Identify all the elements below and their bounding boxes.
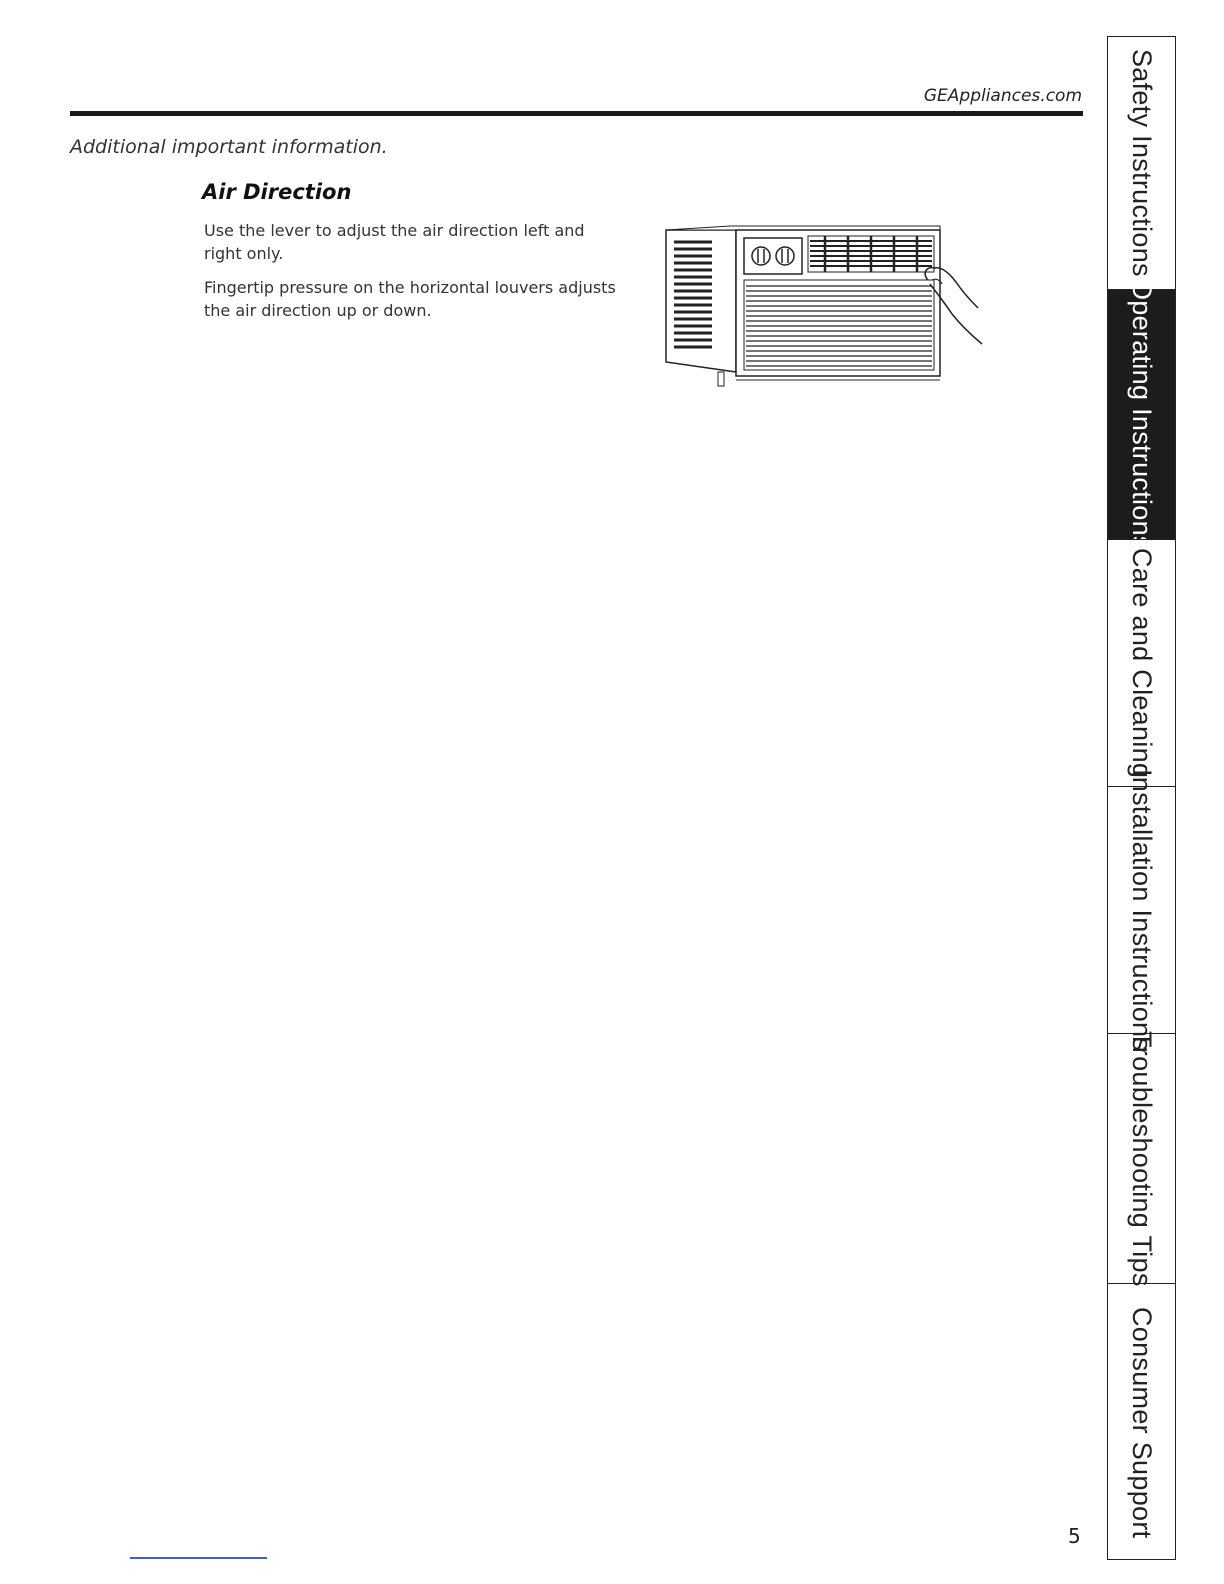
footer-line xyxy=(130,1557,267,1559)
tab-troubleshooting-tips[interactable] xyxy=(1108,1030,1175,1287)
page-subtitle: Additional important information. xyxy=(70,136,388,158)
air-conditioner-illustration xyxy=(660,222,990,394)
tab-safety-instructions[interactable] xyxy=(1108,37,1175,289)
tab-consumer-support[interactable] xyxy=(1108,1283,1175,1561)
tab-care-and-cleaning[interactable] xyxy=(1108,539,1175,786)
site-url: GEAppliances.com xyxy=(923,86,1082,106)
section-tab-bar xyxy=(1107,36,1176,1560)
section-heading: Air Direction xyxy=(202,180,352,204)
tab-label: Installation Instructions xyxy=(1127,768,1157,1052)
paragraph-louvers: Fingertip pressure on the horizontal louvers adjusts the air direction up or down. xyxy=(204,278,616,320)
page-number: 5 xyxy=(1068,1524,1081,1548)
tab-label: Care and Cleaning xyxy=(1127,547,1157,779)
header-rule xyxy=(70,111,1083,116)
paragraph-lever: Use the lever to adjust the air direction left and right only. xyxy=(204,221,585,263)
tab-label: Troubleshooting Tips xyxy=(1127,1030,1157,1287)
tab-installation-instructions[interactable] xyxy=(1108,768,1175,1052)
tab-label: Safety Instructions xyxy=(1127,49,1157,277)
tab-operating-instructions[interactable] xyxy=(1108,279,1175,550)
tab-label: Consumer Support xyxy=(1127,1306,1157,1539)
tab-label: Operating Instructions xyxy=(1127,279,1157,550)
